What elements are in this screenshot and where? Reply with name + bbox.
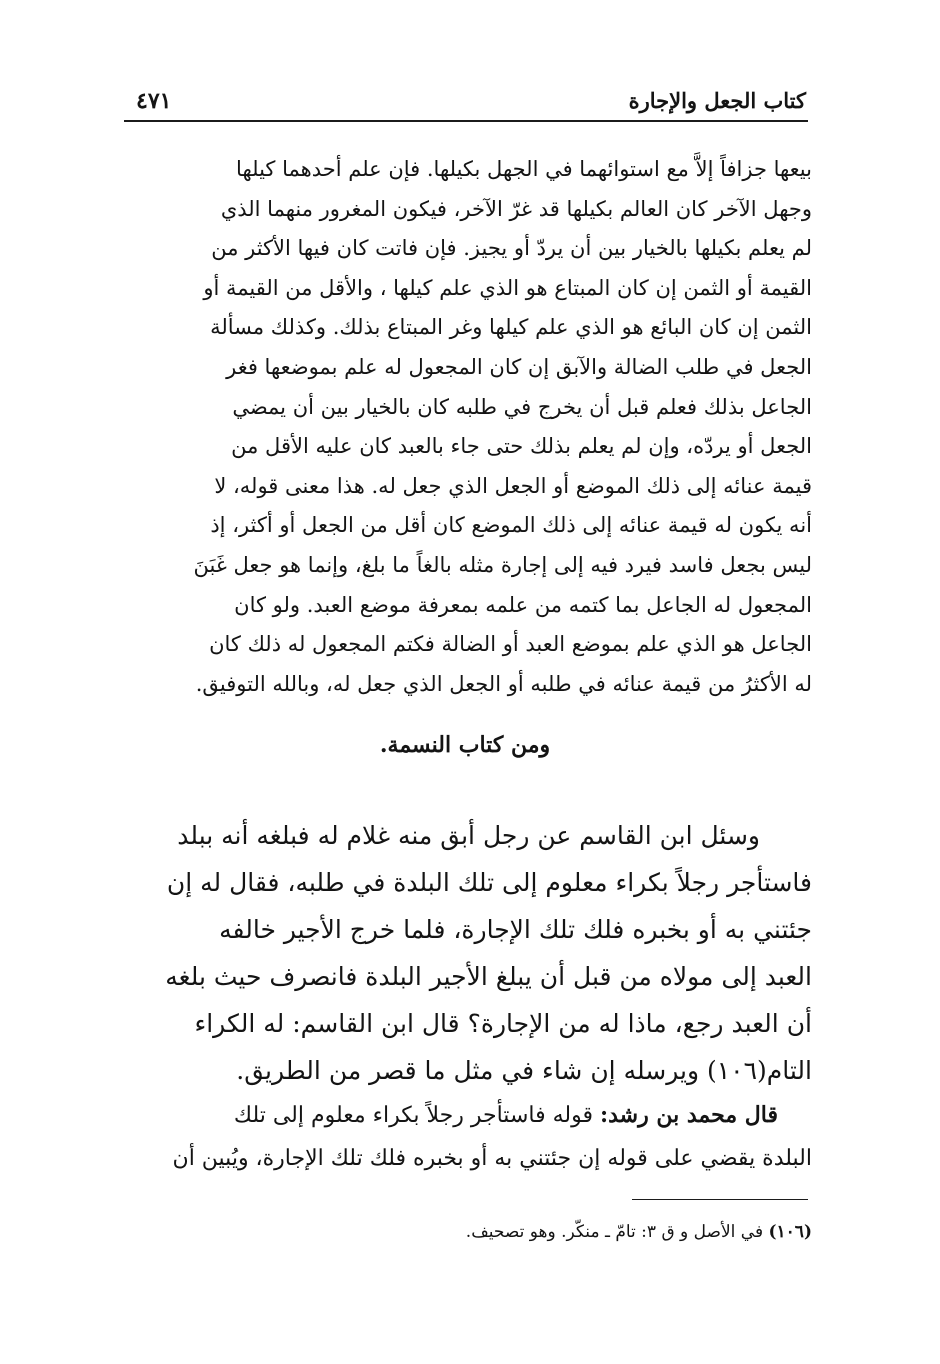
text-line: الثمن إن كان البائع هو الذي علم كيلها وغر المبتاع بذلك. وكذلك مسألة [210, 315, 812, 340]
answer-text: قوله فاستأجر رجلاً بكراء معلوم إلى تلك [233, 1103, 600, 1128]
text-line: التام(١٠٦) ويرسله إن شاء في مثل ما قصر من الطريق. [236, 1056, 812, 1085]
text-line: وسئل ابن القاسم عن رجل أبق منه غلام له فبلغه أنه ببلد [177, 821, 760, 850]
text-line: البلدة يقضي على قوله إن جئتني به أو بخبره فلك تلك الإجارة، ويُبين أن [172, 1146, 812, 1171]
text-line: المجعول له الجاعل بما كتمه من علمه بمعرفة موضع العبد. ولو كان [234, 592, 812, 617]
page-number: ٤٧١ [136, 88, 172, 114]
text-line: الجعل في طلب الضالة والآبق إن كان المجعول له علم بموضعها فغر [226, 354, 812, 379]
text-line: الجعل أو يردّه، وإن لم يعلم بذلك حتى جاء بالعبد كان عليه الأقل من [231, 434, 812, 459]
commentary-paragraph [118, 150, 812, 704]
text-line: قيمة عنائه إلى ذلك الموضع أو الجعل الذي جعل له. هذا معنى قوله، لا [214, 473, 812, 498]
text-line: جئتني به أو بخبره فلك تلك الإجارة، فلما خرج الأجير خالفه [219, 915, 812, 944]
text-line: لم يعلم بكيلها بالخيار بين أن يردّ أو يجيز. فإن فاتت كان فيها الأكثر من [211, 236, 812, 261]
text-line: الجاعل هو الذي علم بموضع العبد أو الضالة فكتم المجعول له ذلك كان [209, 632, 812, 657]
page-header [124, 84, 806, 120]
footnote-line [118, 1218, 812, 1246]
footnote-rule [632, 1199, 808, 1200]
text-line: أنه يكون له قيمة عنائه إلى ذلك الموضع كان أقل من الجعل أو أكثر، إذ [210, 513, 812, 538]
footnote [118, 1218, 812, 1246]
text-line: العبد إلى مولاه من قبل أن يبلغ الأجير البلدة فانصرف حيث بلغه [165, 962, 812, 991]
header-rule [124, 120, 808, 122]
footnote-number: (١٠٦) [768, 1222, 812, 1242]
section-title: ومن كتاب النسمة. [379, 732, 551, 758]
footnote-text: في الأصل و ق ٣: تامّ ـ منكّر. وهو تصحيف. [465, 1222, 769, 1242]
text-line: له الأكثرُ من قيمة عنائه في طلبه أو الجعل الذي جعل له، وبالله التوفيق. [195, 671, 812, 696]
text-line: فاستأجر رجلاً بكراء معلوم إلى تلك البلدة في طلبه، فقال له إن [166, 868, 812, 897]
text-line: بيعها جزافاً إلاَّ مع استوائهما في الجهل بكيلها. فإن علم أحدهما كيلها [236, 157, 812, 181]
text-line: الجاعل بذلك فعلم قبل أن يخرج في طلبه كان بالخيار بين أن يمضي [232, 394, 812, 419]
question-paragraph [118, 812, 812, 1094]
text-line: أن العبد رجع، ماذا له من الإجارة؟ قال ابن القاسم: له الكراء [194, 1009, 812, 1038]
text-line: وجهل الآخر كان العالم بكيلها قد غرّ الآخر، فيكون المغرور منهما الذي [220, 196, 812, 221]
text-line: القيمة أو الثمن إن كان المبتاع هو الذي علم كيلها ، والأقل من القيمة أو [203, 275, 812, 300]
answer-lead: قال محمد بن رشد: [599, 1102, 778, 1128]
answer-paragraph [118, 1094, 812, 1180]
text-line: ليس بجعل فاسد فيرد فيه إلى إجارة مثله بالغاً ما بلغ، وإنما هو جعل غَبَنَ [193, 552, 812, 577]
running-title: كتاب الجعل والإجارة [628, 88, 806, 113]
text-line [118, 1094, 812, 1137]
